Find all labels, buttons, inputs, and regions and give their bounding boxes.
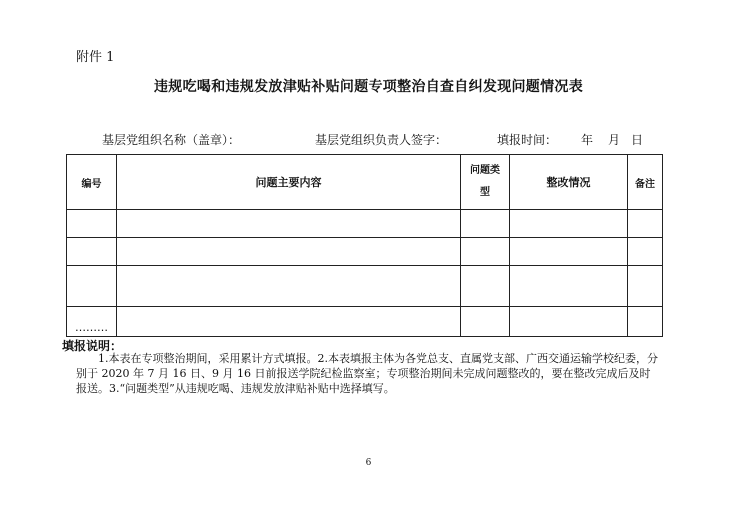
day-label: 日 — [631, 133, 644, 147]
header-remarks: 备注 — [628, 155, 663, 210]
table-cell[interactable] — [510, 238, 628, 266]
header-status: 整改情况 — [510, 155, 628, 210]
table-cell[interactable] — [117, 238, 461, 266]
notes-heading: 填报说明： — [62, 339, 123, 353]
month-label: 月 — [608, 133, 621, 147]
table-cell[interactable] — [461, 238, 510, 266]
fill-date-label: 填报时间： — [497, 133, 558, 147]
header-content: 问题主要内容 — [117, 155, 461, 210]
table-header-row — [67, 155, 663, 210]
header-number: 编号 — [67, 155, 117, 210]
table-cell[interactable] — [117, 210, 461, 238]
table-cell[interactable] — [461, 210, 510, 238]
page-number: 6 — [365, 458, 372, 468]
table-cell[interactable] — [510, 266, 628, 307]
page-title: 违规吃喝和违规发放津贴补贴问题专项整治自查自纠发现问题情况表 — [154, 79, 583, 95]
header-type-line1: 问题类 — [470, 165, 500, 176]
org-name-label: 基层党组织名称（盖章）： — [102, 133, 241, 147]
table-cell[interactable] — [461, 266, 510, 307]
table-cell[interactable] — [628, 307, 663, 337]
leader-sign-label: 基层党组织负责人签字： — [315, 133, 448, 147]
issue-table — [66, 154, 663, 337]
table-cell[interactable] — [461, 307, 510, 337]
ellipsis-cell: ……… — [67, 307, 117, 337]
table-cell[interactable] — [628, 210, 663, 238]
table-row — [67, 266, 663, 307]
table-cell[interactable] — [628, 238, 663, 266]
header-type-line2: 型 — [480, 187, 490, 198]
table-cell[interactable] — [510, 210, 628, 238]
notes-body: 1.本表在专项整治期间，采用累计方式填报。2.本表填报主体为各党总支、直属党支部、广西交通运输学校纪委，分别于 2020 年 7 月 16 日、9 月 16 日前报送学院纪检监察室；专项整治期间未完成问题整改的，要在整改完成后及时报送。3.“问题类型”从违规吃喝、违规发放津贴补贴中选择填写。 — [76, 352, 658, 395]
table-cell[interactable] — [67, 266, 117, 307]
attachment-label: 附件 1 — [76, 50, 115, 65]
year-label: 年 — [581, 133, 594, 147]
table-cell[interactable] — [117, 307, 461, 337]
table-cell[interactable] — [510, 307, 628, 337]
table-cell[interactable] — [67, 210, 117, 238]
table-row — [67, 210, 663, 238]
table-cell[interactable] — [117, 266, 461, 307]
table-cell[interactable] — [67, 238, 117, 266]
table-cell[interactable] — [628, 266, 663, 307]
header-type — [461, 155, 510, 210]
table-row — [67, 238, 663, 266]
table-row — [67, 307, 663, 337]
